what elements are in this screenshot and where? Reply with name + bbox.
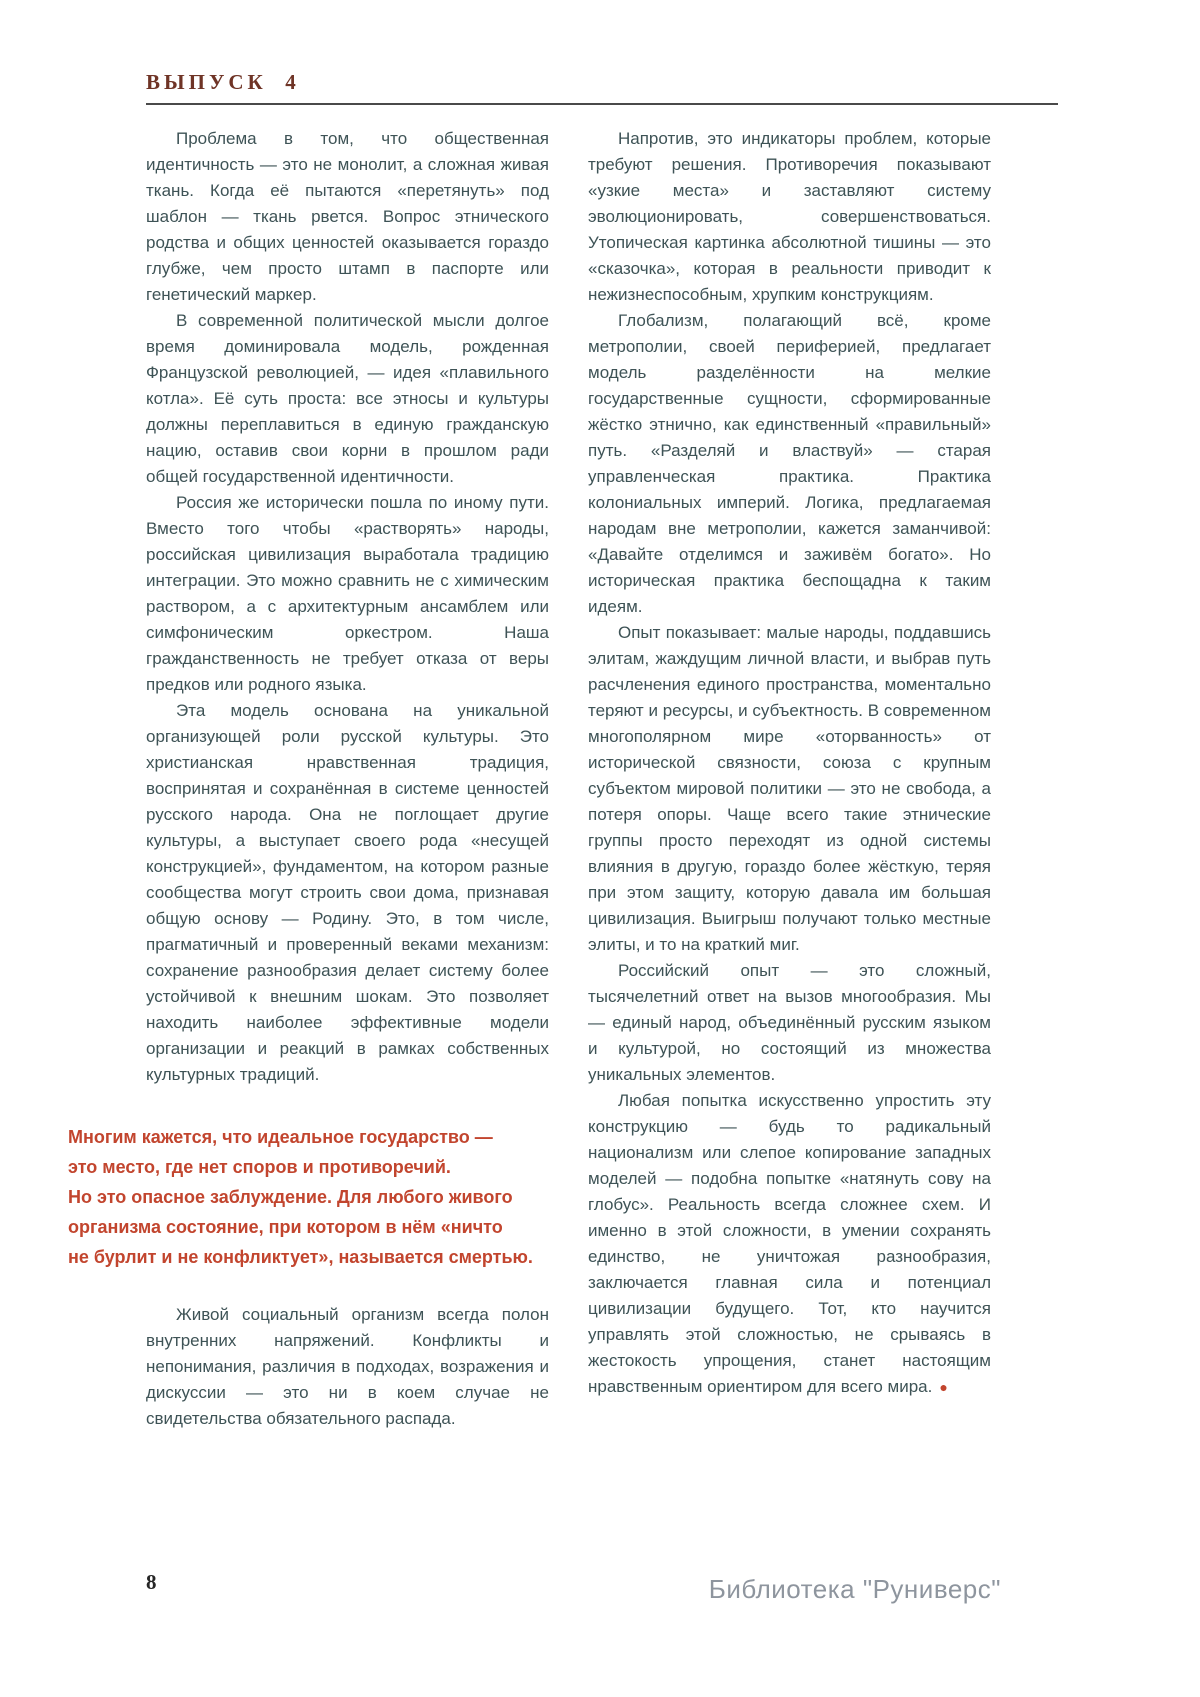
paragraph xyxy=(588,1088,991,1400)
paragraph: Проблема в том, что общественная идентичность — это не монолит, а сложная живая ткань. Когда её пытаются «перетянуть» под шаблон — ткань рвется. Вопрос этнического родства и общих ценностей оказывается гораздо глубже, чем просто штамп в паспорте или генетический маркер. xyxy=(146,129,549,304)
pull-quote-line: это место, где нет споров и противоречий. xyxy=(68,1157,451,1177)
paragraph: Живой социальный организм всегда полон внутренних напряжений. Конфликты и непонимания, различия в подходах, возражения и дискуссии — это ни в коем случае не свидетельства обязательного распада. xyxy=(146,1305,549,1428)
pull-quote-line: организма состояние, при котором в нём «ничто xyxy=(68,1217,503,1237)
paragraph: Опыт показывает: малые народы, поддавшись элитам, жаждущим личной власти, и выбрав путь расчленения единого пространства, моментально теряют и ресурсы, и субъектность. В современном многополярном мире «оторванность» от исторической связности, союза с крупным субъектом мировой политики — это не свобода, а потеря опоры. Чаще всего такие этнические группы просто переходят из одной системы влияния в другую, гораздо более жёсткую, теряя при этом защиту, которую давала им большая цивилизация. Выигрыш получают только местные элиты, и то на краткий миг. xyxy=(588,623,991,954)
article-body xyxy=(68,126,991,1432)
issue-label: ВЫПУСК 4 xyxy=(146,70,300,94)
pull-quote-line: не бурлит и не конфликтует», называется смертью. xyxy=(68,1247,533,1267)
header-rule xyxy=(146,103,1058,105)
paragraph: В современной политической мысли долгое время доминировала модель, рожденная Французской революцией, — идея «плавильного котла». Её суть проста: все этносы и культуры должны переплавиться в единую гражданскую нацию, оставив свои корни в прошлом ради общей государственной идентичности. xyxy=(146,311,549,486)
paragraph-text: Любая попытка искусственно упростить эту конструкцию — будь то радикальный национализм или слепое копирование западных моделей — подобна попытке «натянуть сову на глобус». Реальность всегда сложнее схем. И именно в этой сложности, в умении сохранять единство, не уничтожая разнообразия, заключается главная сила и потенциал цивилизации будущего. Тот, кто научится управлять этой сложностью, не срываясь в жестокость упрощения, станет настоящим нравственным ориентиром для всего мира. xyxy=(588,1091,991,1396)
paragraph: Напротив, это индикаторы проблем, которые требуют решения. Противоречия показывают «узкие места» и заставляют систему эволюционировать, совершенствоваться. Утопическая картинка абсолютной тишины — это «сказочка», которая в реальности приводит к нежизнеспособным, хрупким конструкциям. xyxy=(588,129,991,304)
paragraph: Россия же исторически пошла по иному пути. Вместо того чтобы «растворять» народы, российская цивилизация выработала традицию интеграции. Это можно сравнить не с химическим раствором, а с архитектурным ансамблем или симфоническим оркестром. Наша гражданственность не требует отказа от веры предков или родного языка. xyxy=(146,493,549,694)
article-end-mark: ● xyxy=(939,1379,948,1395)
left-column xyxy=(68,126,549,1432)
paragraph: Эта модель основана на уникальной организующей роли русской культуры. Это христианская нравственная традиция, воспринятая и сохранённая в системе ценностей русского народа. Она не поглощает другие культуры, а выступает своего рода «несущей конструкцией», фундаментом, на котором разные сообщества могут строить свои дома, признавая общую основу — Родину. Это, в том числе, прагматичный и проверенный веками механизм: сохранение разнообразия делает систему более устойчивой к внешним шокам. Это позволяет находить наиболее эффективные модели организации и реакций в рамках собственных культурных традиций. xyxy=(146,701,549,1084)
paragraph: Глобализм, полагающий всё, кроме метрополии, своей периферией, предлагает модель разделённости на мелкие государственные сущности, сформированные жёстко этнично, как единственный «правильный» путь. «Разделяй и властвуй» — старая управленческая практика. Практика колониальных империй. Логика, предлагаемая народам вне метрополии, кажется заманчивой: «Давайте отделимся и заживём богато». Но историческая практика беспощадна к таким идеям. xyxy=(588,311,991,616)
library-watermark: Библиотека "Руниверс" xyxy=(708,1574,1001,1604)
pull-quote-line: Но это опасное заблуждение. Для любого живого xyxy=(68,1187,513,1207)
paragraph: Российский опыт — это сложный, тысячелетний ответ на вызов многообразия. Мы — единый народ, объединённый русским языком и культурой, но состоящий из множества уникальных элементов. xyxy=(588,961,991,1084)
right-column xyxy=(588,126,991,1432)
page-number: 8 xyxy=(146,1570,157,1594)
pull-quote xyxy=(68,1122,549,1272)
pull-quote-line: Многим кажется, что идеальное государство — xyxy=(68,1127,493,1147)
